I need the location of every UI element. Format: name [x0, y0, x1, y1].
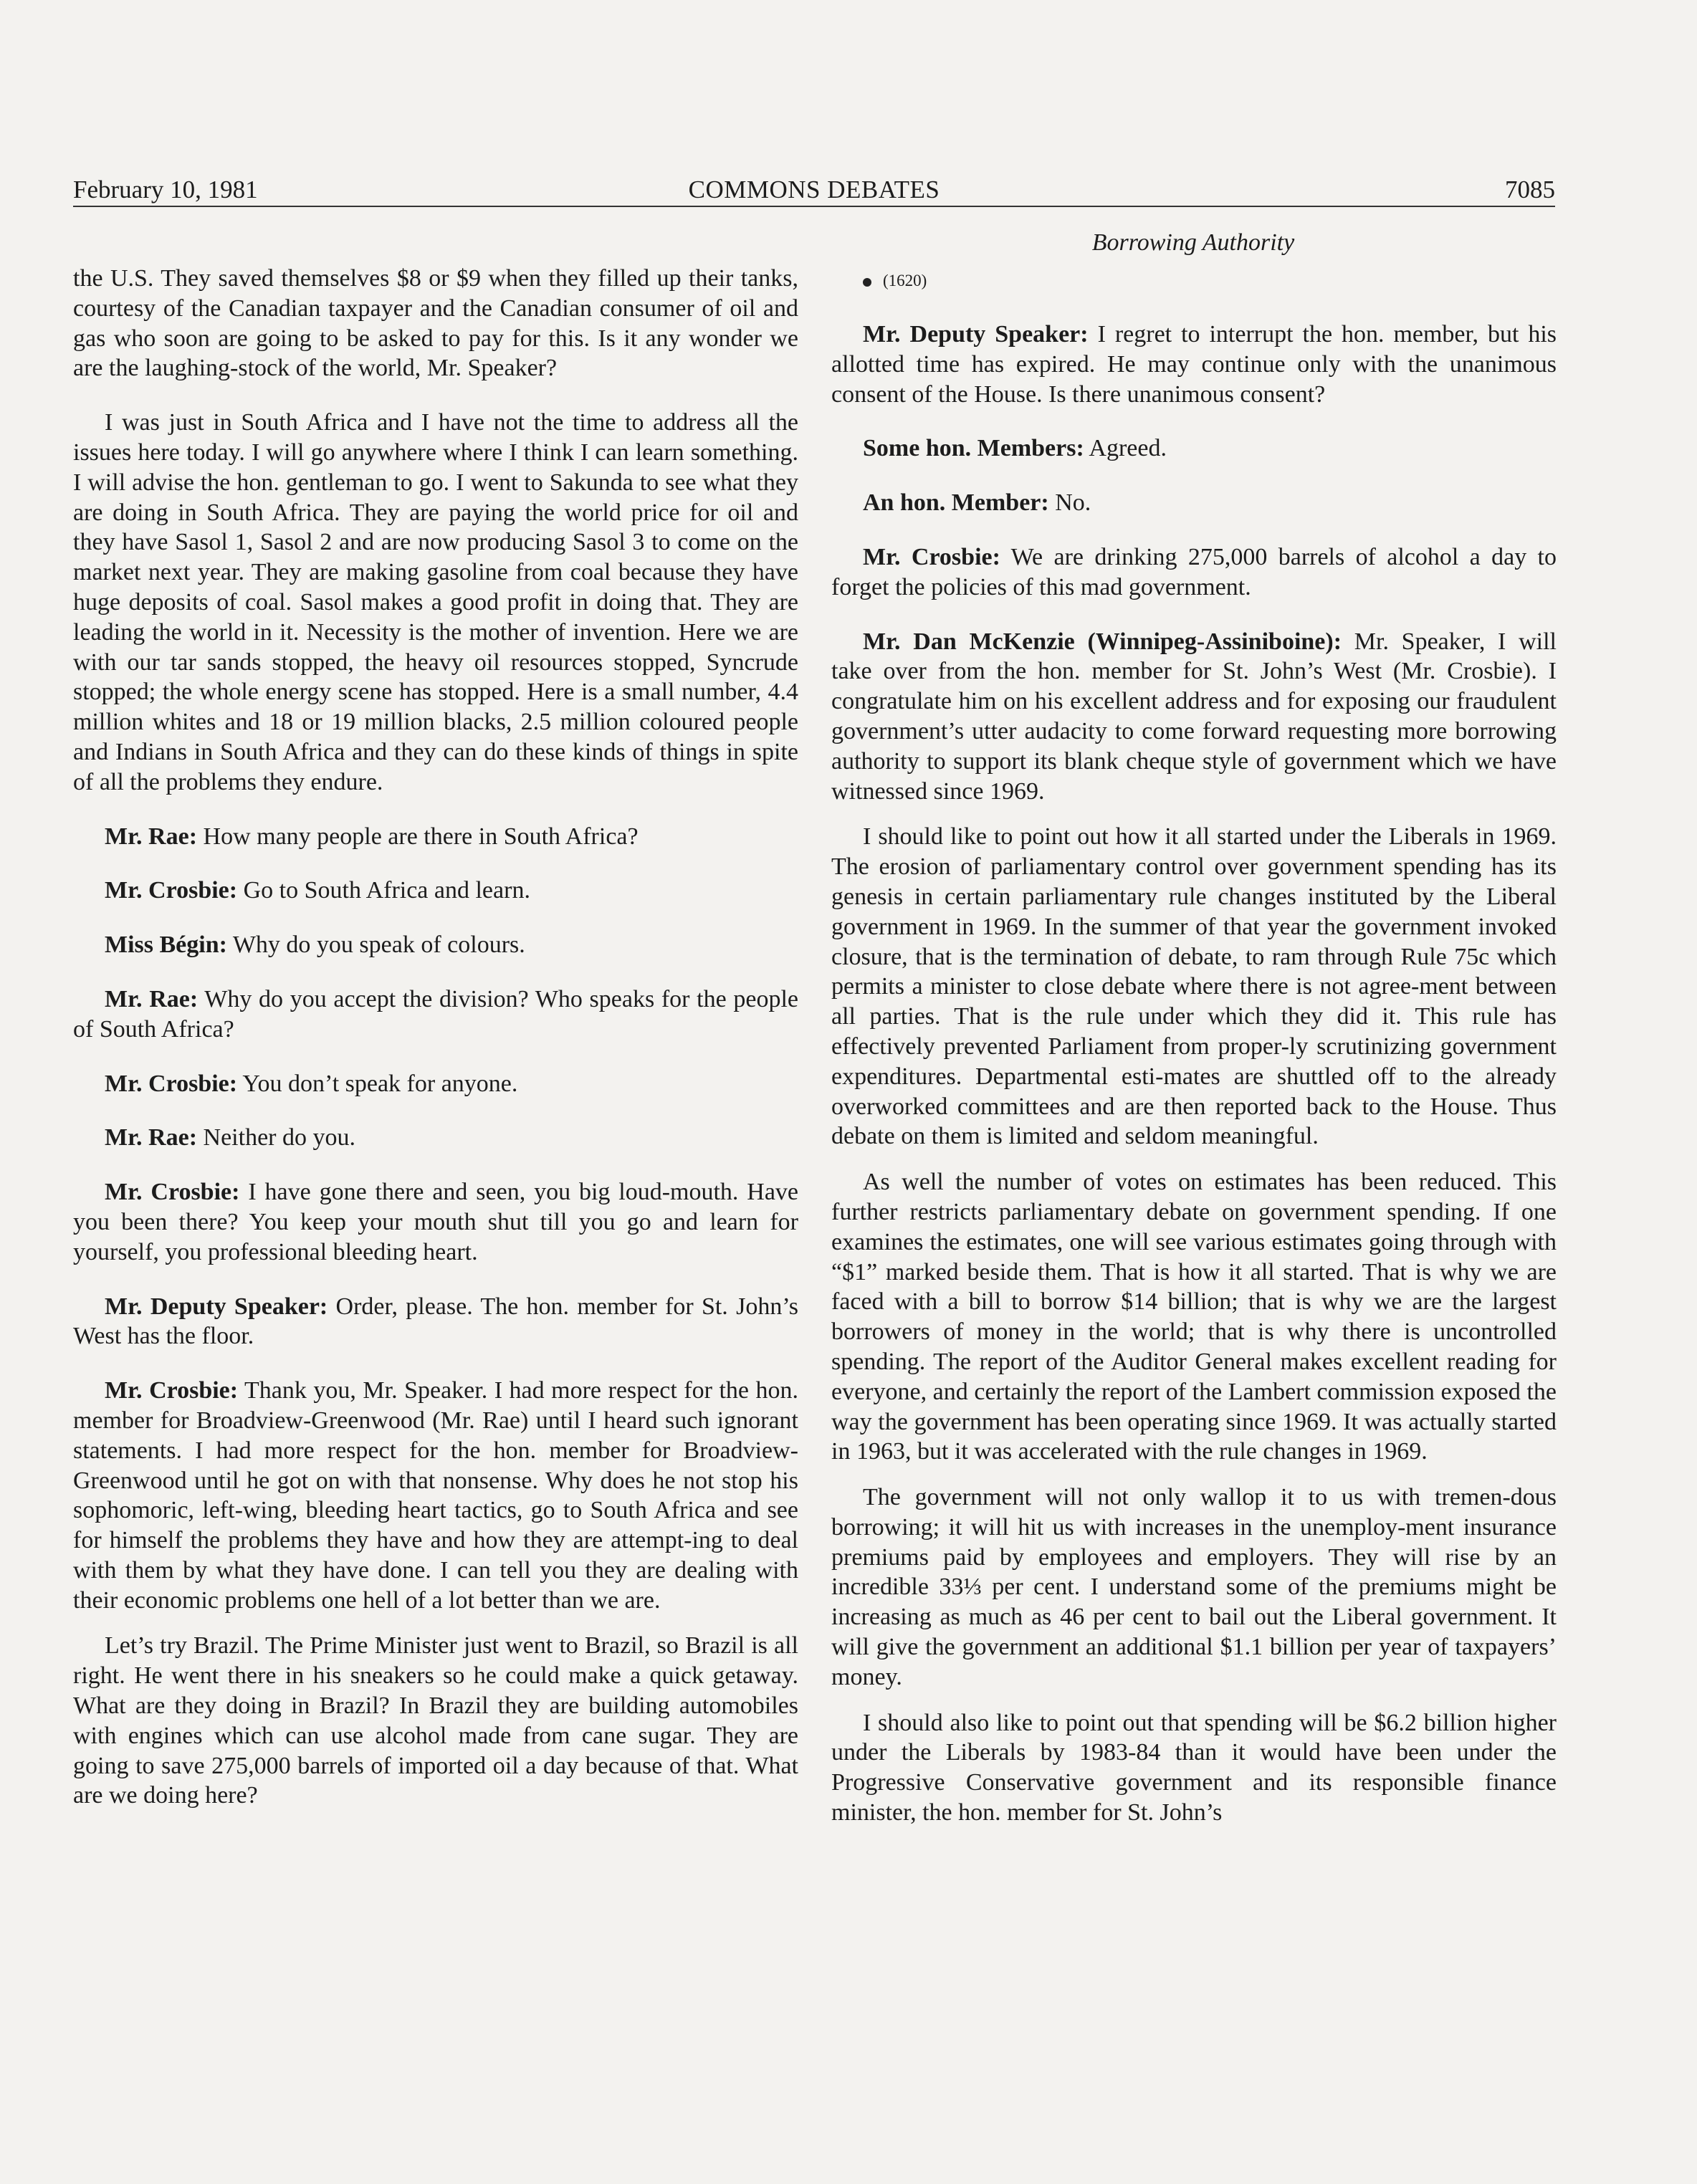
speech-text: No. [1055, 489, 1091, 517]
section-subheading: Borrowing Authority [1091, 229, 1295, 256]
speech-text: Order, please. The hon. member for St. John’s West has the floor. [73, 1293, 798, 1350]
speech-text: Thank you, Mr. Speaker. I had more respect for the hon. member for Broadview-Greenwood (Mr. Rae) until I heard such ignorant statements. I had more respect for the hon. member for Broadview-Greenwood until he got on with that nonsense. Why does he not stop his sophomoric, left-wing, bleeding heart tactics, go to South Africa and see for himself the problems they have and how they are attempt-ing to deal with them by what they have done. I can tell you they are dealing with their economic problems one hell of a lot better than we are. [73, 1377, 798, 1614]
paragraph [831, 1167, 1557, 1467]
speech-text: Why do you speak of colours. [232, 931, 525, 959]
speech-text: Why do you accept the division? Who speaks for the people of South Africa? [73, 985, 799, 1043]
speech-paragraph [73, 1376, 798, 1615]
right-column [831, 267, 1557, 1852]
speech-paragraph [73, 1292, 798, 1352]
speech-paragraph [831, 320, 1557, 409]
bullet-icon [863, 278, 871, 287]
speech-paragraph [73, 822, 798, 852]
speech-text: How many people are there in South Africa? [203, 823, 639, 850]
speaker-name: Mr. Deputy Speaker: [105, 1293, 328, 1320]
speaker-name: Mr. Crosbie: [105, 877, 238, 904]
paragraph [831, 822, 1557, 1151]
speech-text: I have gone there and seen, you big loud-mouth. Have you been there? You keep your mouth shut till you go and learn for yourself, you professional bleeding heart. [73, 1179, 799, 1265]
paragraph [831, 1708, 1557, 1828]
paragraph [73, 1631, 798, 1811]
paragraph [831, 1483, 1557, 1692]
paragraph-text: As well the number of votes on estimates has been reduced. This further restricts parliamentary debate on government spending. If one examines the estimates, one will see various estimates going through with “$1” marked beside them. That is how it all started. That is why we are faced with a bill to borrow $14 billion; that is why we are the largest borrowers of money in the world; that is why there is uncontrolled spending. The report of the Auditor General makes excellent reading for everyone, and certainly the report of the Lambert commission exposed the way the government has been operating since 1969. It was actually started in 1963, but it was accelerated with the rule changes in 1969. [831, 1169, 1557, 1465]
speech-paragraph [831, 542, 1557, 603]
speaker-name: Some hon. Members: [863, 435, 1084, 462]
speaker-name: Mr. Crosbie: [863, 543, 1000, 570]
speech-paragraph [73, 1123, 798, 1153]
speaker-name: Mr. Dan McKenzie (Winnipeg-Assiniboine): [863, 628, 1342, 655]
speech-paragraph [73, 985, 798, 1045]
speaker-name: Mr. Crosbie: [105, 1179, 240, 1206]
paragraph [73, 264, 798, 383]
page-number: 7085 [1505, 176, 1555, 203]
speaker-name: Mr. Rae: [105, 823, 198, 850]
speaker-name: Mr. Rae: [105, 985, 199, 1012]
paragraph-text: Let’s try Brazil. The Prime Minister just went to Brazil, so Brazil is all right. He went there in his sneakers so he could make a quick getaway. What are they doing in Brazil? In Brazil they are building automobiles with engines which can use alcohol made from cane sugar. They are going to save 275,000 barrels of imported oil a day because of that. What are we doing here? [73, 1632, 798, 1809]
time-mark-text: (1620) [883, 272, 927, 289]
paragraph-text: I was just in South Africa and I have not the time to address all the issues here today. I will go anywhere where I think I can learn something. I will advise the hon. gentleman to go. I went to Sakunda to see what they are doing in South Africa. They are paying the world price for oil and they have Sasol 1, Sasol 2 and are now producing Sasol 3 to come on the market next year. They are making gasoline from coal because they have huge deposits of coal. Sasol makes a good profit in doing that. They are leading the world in it. Necessity is the mother of invention. Here we are with our tar sands stopped, the heavy oil resources stopped, Syncrude stopped; the whole energy scene has stopped. Here is a small number, 4.4 million whites and 18 or 19 million blacks, 2.5 million coloured people and Indians in South Africa and they can do these kinds of things in spite of all the problems they endure. [73, 409, 798, 795]
paragraph [73, 408, 798, 797]
header-date: February 10, 1981 [73, 176, 258, 203]
speech-paragraph [73, 1069, 798, 1099]
speech-text: Neither do you. [203, 1124, 355, 1151]
speech-paragraph [831, 627, 1557, 807]
speech-text: You don’t speak for anyone. [242, 1070, 518, 1097]
speech-paragraph [73, 1177, 798, 1267]
speaker-name: Mr. Deputy Speaker: [863, 321, 1089, 348]
page-header [73, 174, 1555, 207]
speaker-name: Mr. Rae: [105, 1124, 198, 1151]
speech-paragraph [73, 930, 798, 960]
paragraph-text: The government will not only wallop it to us with tremen-dous borrowing; it will hit us with increases in the unemploy-ment insurance premiums paid by employees and employers. They will rise by an incredible 33⅓ per cent. I understand some of the premiums might be increasing as much as 46 per cent to bail out the Liberal government. It will give the government an additional $1.1 billion per year of taxpayers’ money. [831, 1484, 1557, 1690]
speech-text: Agreed. [1089, 435, 1167, 462]
speech-paragraph [831, 488, 1557, 518]
paragraph-text: the U.S. They saved themselves $8 or $9 when they filled up their tanks, courtesy of the Canadian taxpayer and the Canadian consumer of oil and gas who soon are going to be asked to pay for this. Is it any wonder we are the laughing-stock of the world, Mr. Speaker? [73, 265, 798, 382]
paragraph-text: I should also like to point out that spending will be $6.2 billion higher under the Liberals by 1983-84 than it would have been under the Progressive Conservative government and its responsible finance minister, the hon. member for St. John’s [831, 1709, 1557, 1826]
speech-text: Mr. Speaker, I will take over from the hon. member for St. John’s West (Mr. Crosbie). I congratulate him on his excellent address and for exposing our fraudulent government’s utter audacity to come forward requesting more borrowing authority to support its blank cheque style of government which we have witnessed since 1969. [831, 628, 1557, 805]
speech-text: I regret to interrupt the hon. member, but his allotted time has expired. He may continue only with the unanimous consent of the House. Is there unanimous consent? [831, 321, 1557, 408]
left-column [73, 264, 798, 1835]
speech-paragraph [73, 876, 798, 906]
speaker-name: Miss Bégin: [105, 931, 227, 959]
speech-text: Go to South Africa and learn. [243, 877, 530, 904]
header-title: COMMONS DEBATES [688, 176, 940, 203]
speech-text: We are drinking 275,000 barrels of alcohol a day to forget the policies of this mad government. [831, 543, 1557, 600]
speaker-name: Mr. Crosbie: [105, 1377, 239, 1404]
speaker-name: Mr. Crosbie: [105, 1070, 238, 1097]
speech-paragraph [831, 434, 1557, 464]
speaker-name: An hon. Member: [863, 489, 1049, 517]
paragraph-text: I should like to point out how it all started under the Liberals in 1969. The erosion of parliamentary control over government spending has its genesis in certain parliamentary rule changes instituted by the Liberal government in 1969. In the summer of that year the government invoked closure, that is the termination of debate, to ram through Rule 75c which permits a minister to close debate where there is not agree-ment between all parties. That is the rule under which they did it. This rule has effectively prevented Parliament from proper-ly scrutinizing government expenditures. Departmental esti-mates are shuttled off to the already overworked committees and are then reported back to the House. Thus debate on them is limited and seldom meaningful. [831, 823, 1557, 1150]
time-mark [831, 267, 1557, 295]
